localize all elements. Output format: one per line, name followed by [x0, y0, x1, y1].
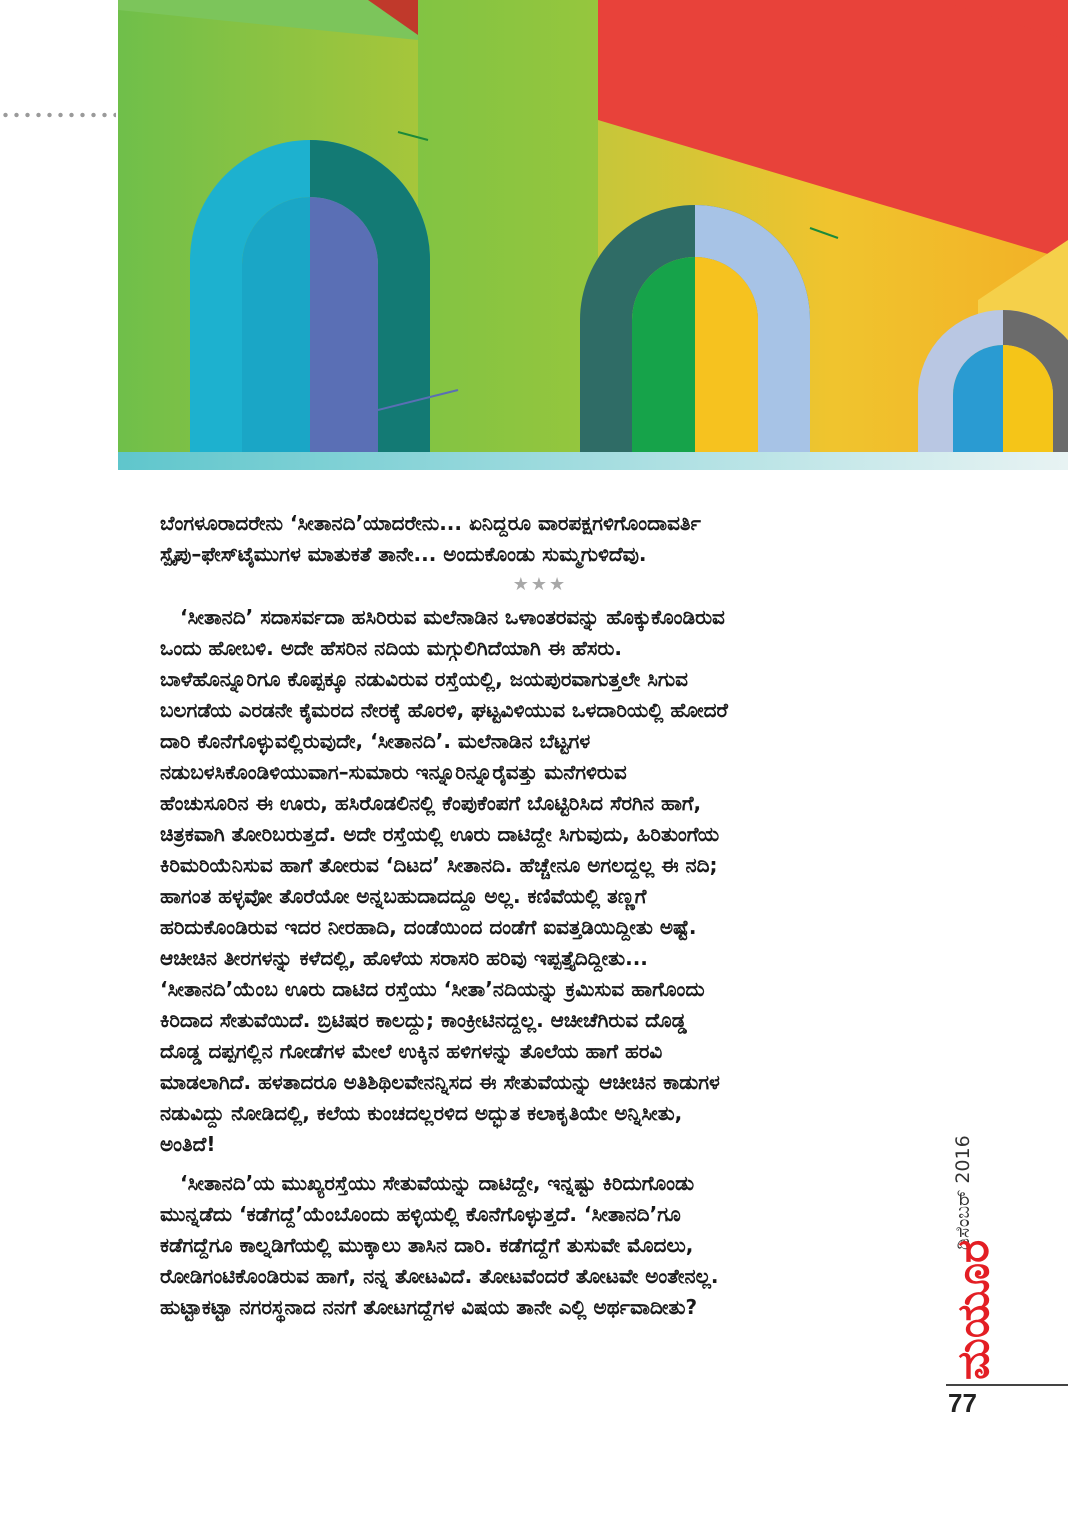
text-line: ಕಡೆಗದ್ದೆಗೂ ಕಾಲ್ನಡಿಗೆಯಲ್ಲಿ ಮುಕ್ಕಾಲು ತಾಸಿನ ದಾರಿ. ಕಡೆಗದ್ದೆಗೆ ತುಸುವೇ ಮೊದಲು, — [160, 1233, 694, 1257]
text-line: ಕಿರಿಮರಿಯೆನಿಸುವ ಹಾಗೆ ತೋರುವ ‘ದಿಟದ’ ಸೀತಾನದಿ. ಹೆಚ್ಚೇನೂ ಅಗಲದ್ದಲ್ಲ ಈ ನದಿ; — [160, 853, 718, 877]
section-separator: ★★★ — [512, 574, 568, 595]
text-line: ಮಾಡಲಾಗಿದೆ. ಹಳತಾದರೂ ಅತಿಶಿಥಿಲವೇನನ್ನಿಸದ ಈ ಸೇತುವೆಯನ್ನು ಆಚೀಚಿನ ಕಾಡುಗಳ — [160, 1070, 720, 1094]
text-line: ಕಿರಿದಾದ ಸೇತುವೆಯಿದೆ. ಬ್ರಿಟಿಷರ ಕಾಲದ್ದು; ಕಾಂಕ್ರೀಟಿನದ್ದಲ್ಲ. ಆಚೀಚೆಗಿರುವ ದೊಡ್ಡ — [160, 1008, 687, 1032]
header-illustration — [118, 0, 1068, 470]
page-number-rule — [946, 1384, 1068, 1386]
text-line: ದೊಡ್ಡ ದಪ್ಪಗಲ್ಲಿನ ಗೋಡೆಗಳ ಮೇಲೆ ಉಕ್ಕಿನ ಹಳಿಗಳನ್ನು ತೊಲೆಯ ಹಾಗೆ ಹರವಿ — [160, 1039, 663, 1063]
text-line: ಹೆಂಚುಸೂರಿನ ಈ ಊರು, ಹಸಿರೊಡಲಿನಲ್ಲಿ ಕೆಂಪುಕೆಂಪಗೆ ಬೊಟ್ಟಿರಿಸಿದ ಸೆರಗಿನ ಹಾಗೆ, — [160, 791, 702, 815]
art-arch-left-inner — [310, 197, 378, 470]
text-line: ಬೆಂಗಳೂರಾದರೇನು ‘ಸೀತಾನದಿ’ಯಾದರೇನು... ಏನಿದ್ದರೂ ವಾರಪಕ್ಷಗಳಿಗೊಂದಾವರ್ತಿ — [160, 511, 701, 535]
text-line: ದಾರಿ ಕೊನೆಗೊಳ್ಳುವಲ್ಲಿರುವುದೇ, ‘ಸೀತಾನದಿ’. ಮಲೆನಾಡಿನ ಬೆಟ್ಟಗಳ — [160, 729, 591, 753]
art-ground-strip — [118, 452, 1068, 470]
text-line: ಬಲಗಡೆಯ ಎರಡನೇ ಕೈಮರದ ನೇರಕ್ಕೆ ಹೊರಳಿ, ಘಟ್ಟವಿಳಿಯುವ ಒಳದಾರಿಯಲ್ಲಿ ಹೋದರೆ — [160, 698, 728, 722]
page-number: 77 — [948, 1388, 977, 1418]
magazine-logo: ಮಯೂರ — [948, 1239, 999, 1380]
text-line: ಹಾಗಂತ ಹಳ್ಳವೋ ತೊರೆಯೋ ಅನ್ನಬಹುದಾದದ್ದೂ ಅಲ್ಲ. ಕಣಿವೆಯಲ್ಲಿ ತಣ್ಣಗೆ — [160, 884, 647, 908]
text-line: ‘ಸೀತಾನದಿ’ಯ ಮುಖ್ಯರಸ್ತೆಯು ಸೇತುವೆಯನ್ನು ದಾಟಿದ್ದೇ, ಇನ್ನಷ್ಟು ಕಿರಿದುಗೊಂಡು — [180, 1171, 695, 1195]
text-line: ಅಂತಿದೆ! — [160, 1132, 216, 1156]
text-line: ಸ್ಪೈಪು–ಫೇಸ್‌ಟೈಮುಗಳ ಮಾತುಕತೆ ತಾನೇ... ಅಂದುಕೊಂಡು ಸುಮ್ಮಗುಳಿದೆವು. — [160, 542, 647, 566]
decorative-dotted-line — [0, 112, 116, 118]
paragraph-3 — [160, 1168, 920, 1323]
art-arch-center-inner-left — [632, 257, 695, 470]
text-line: ಹರಿದುಕೊಂಡಿರುವ ಇದರ ನೀರಹಾದಿ, ದಂಡೆಯಿಂದ ದಂಡೆಗೆ ಐವತ್ತಡಿಯಿದ್ದೀತು ಅಷ್ಟೆ. — [160, 915, 697, 939]
paragraph-2 — [160, 602, 920, 1160]
text-line: ‘ಸೀತಾನದಿ’ ಸದಾಸರ್ವದಾ ಹಸಿರಿರುವ ಮಲೆನಾಡಿನ ಒಳಾಂತರವನ್ನು ಹೊಕ್ಕುಕೊಂಡಿರುವ — [180, 605, 725, 629]
text-line: ಆಚೀಚಿನ ತೀರಗಳನ್ನು ಕಳೆದಲ್ಲಿ, ಹೊಳೆಯ ಸರಾಸರಿ ಹರಿವು ಇಪ್ಪತ್ತೈದಿದ್ದೀತು... — [160, 946, 648, 970]
text-line: ನಡುಬಳಸಿಕೊಂಡಿಳಿಯುವಾಗ–ಸುಮಾರು ಇನ್ನೂರಿನ್ನೂರೈವತ್ತು ಮನೆಗಳಿರುವ — [160, 760, 627, 784]
issue-date: ಡಿಸೆಂಬರ್ 2016 — [952, 1135, 974, 1250]
text-line: ಮುನ್ನಡೆದು ‘ಕಡೆಗದ್ದೆ’ಯೆಂಬೊಂದು ಹಳ್ಳಿಯಲ್ಲಿ ಕೊನೆಗೊಳ್ಳುತ್ತದೆ. ‘ಸೀತಾನದಿ’ಗೂ — [160, 1202, 681, 1226]
article-body — [160, 508, 920, 1323]
text-line: ನಡುವಿದ್ದು ನೋಡಿದಲ್ಲಿ, ಕಲೆಯ ಕುಂಚದಲ್ಲರಳಿದ ಅದ್ಭುತ ಕಲಾಕೃತಿಯೇ ಅನ್ನಿಸೀತು, — [160, 1101, 683, 1125]
paragraph-1 — [160, 508, 920, 570]
text-line: ಚಿತ್ರಕವಾಗಿ ತೋರಿಬರುತ್ತದೆ. ಅದೇ ರಸ್ತೆಯಲ್ಲಿ ಊರು ದಾಟಿದ್ದೇ ಸಿಗುವುದು, ಹಿರಿತುಂಗೆಯ — [160, 822, 720, 846]
text-line: ‘ಸೀತಾನದಿ’ಯೆಂಬ ಊರು ದಾಟಿದ ರಸ್ತೆಯು ‘ಸೀತಾ’ನದಿಯನ್ನು ಕ್ರಮಿಸುವ ಹಾಗೊಂದು — [160, 977, 705, 1001]
text-line: ಹುಟ್ಟಾಕಟ್ಟಾ ನಗರಸ್ಥನಾದ ನನಗೆ ತೋಟಗದ್ದೆಗಳ ವಿಷಯ ತಾನೇ ಎಲ್ಲಿ ಅರ್ಥವಾದೀತು? — [160, 1295, 698, 1319]
text-line: ರೋಡಿಗಂಟಿಕೊಂಡಿರುವ ಹಾಗೆ, ನನ್ನ ತೋಟವಿದೆ. ತೋಟವೆಂದರೆ ತೋಟವೇ ಅಂತೇನಲ್ಲ. — [160, 1264, 719, 1288]
text-line: ಬಾಳೆಹೊನ್ನೂರಿಗೂ ಕೊಪ್ಪಕ್ಕೂ ನಡುವಿರುವ ರಸ್ತೆಯಲ್ಲಿ, ಜಯಪುರವಾಗುತ್ತಲೇ ಸಿಗುವ — [160, 667, 688, 691]
text-line: ಒಂದು ಹೋಬಳಿ. ಅದೇ ಹೆಸರಿನ ನದಿಯ ಮಗ್ಗುಲಿಗಿದೆಯಾಗಿ ಈ ಹೆಸರು. — [160, 636, 622, 660]
